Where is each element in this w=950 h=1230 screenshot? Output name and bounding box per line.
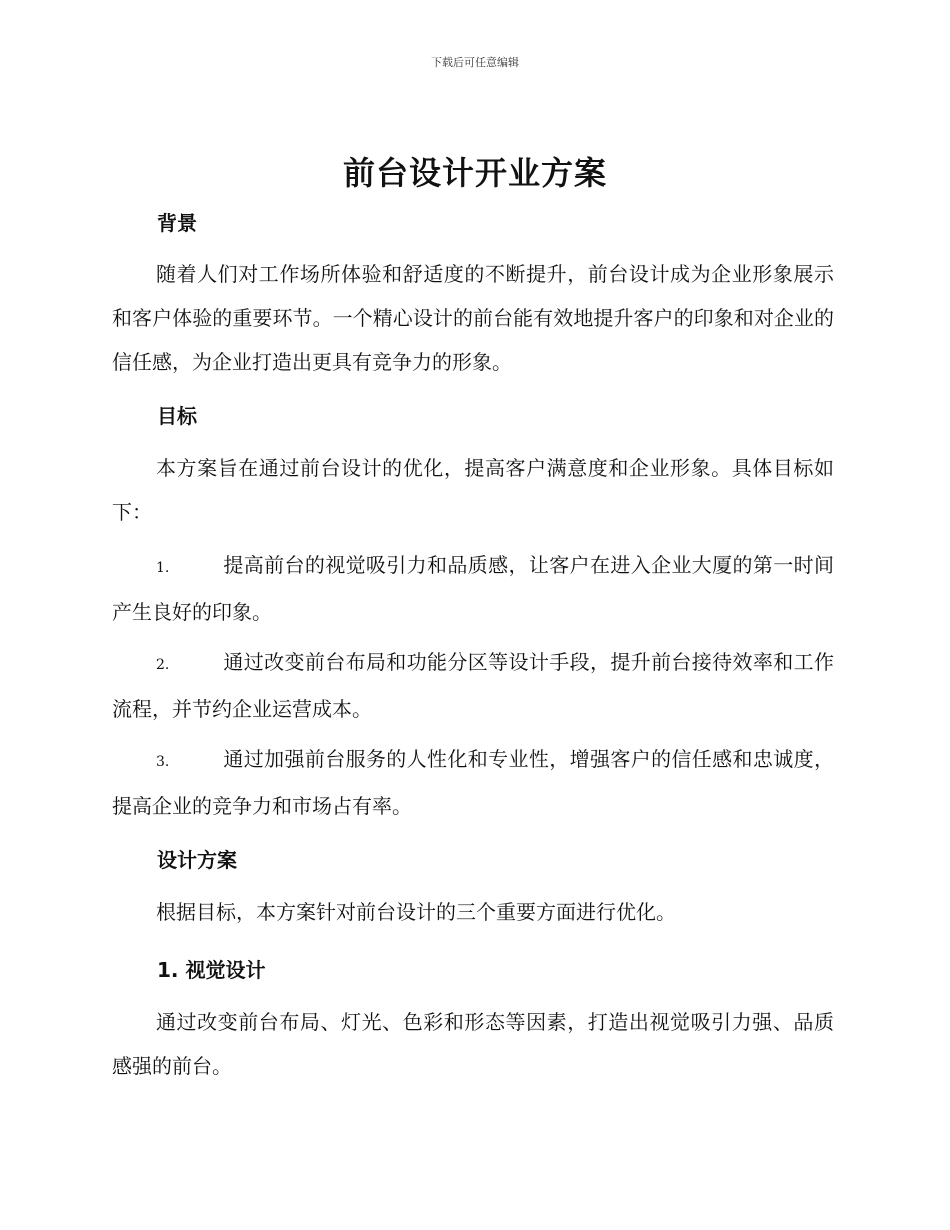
paragraph-goals-intro: 本方案旨在通过前台设计的优化，提高客户满意度和企业形象。具体目标如下： xyxy=(112,456,834,524)
goal-item-2 xyxy=(112,640,834,731)
paragraph-visual-design: 通过改变前台布局、灯光、色彩和形态等因素，打造出视觉吸引力强、品质感强的前台。 xyxy=(112,1010,834,1078)
heading-visual-design: 1. 视觉设计 xyxy=(157,958,266,982)
heading-goals: 目标 xyxy=(157,404,197,428)
paragraph-background: 随着人们对工作场所体验和舒适度的不断提升，前台设计成为企业形象展示和客户体验的重要环节。一个精心设计的前台能有效地提升客户的印象和对企业的信任感，为企业打造出更具有竞争力的形象。 xyxy=(112,262,834,374)
goal-item-text: 通过改变前台布局和功能分区等设计手段，提升前台接待效率和工作流程，并节约企业运营成本。 xyxy=(112,650,834,721)
goal-item-number: 1. xyxy=(156,560,170,576)
document-title: 前台设计开业方案 xyxy=(342,154,607,192)
goal-item-text: 通过加强前台服务的人性化和专业性，增强客户的信任感和忠诚度，提高企业的竞争力和市场占有率。 xyxy=(112,747,834,818)
goal-item-text: 提高前台的视觉吸引力和品质感，让客户在进入企业大厦的第一时间产生良好的印象。 xyxy=(112,553,834,624)
paragraph-design-intro: 根据目标，本方案针对前台设计的三个重要方面进行优化。 xyxy=(156,900,676,924)
goal-item-3 xyxy=(112,737,834,828)
heading-background: 背景 xyxy=(157,211,197,235)
goal-item-number: 2. xyxy=(156,657,170,673)
heading-design: 设计方案 xyxy=(157,848,237,872)
header-note: 下载后可任意编辑 xyxy=(431,56,519,69)
goal-item-number: 3. xyxy=(156,754,170,770)
goal-item-1 xyxy=(112,543,834,634)
